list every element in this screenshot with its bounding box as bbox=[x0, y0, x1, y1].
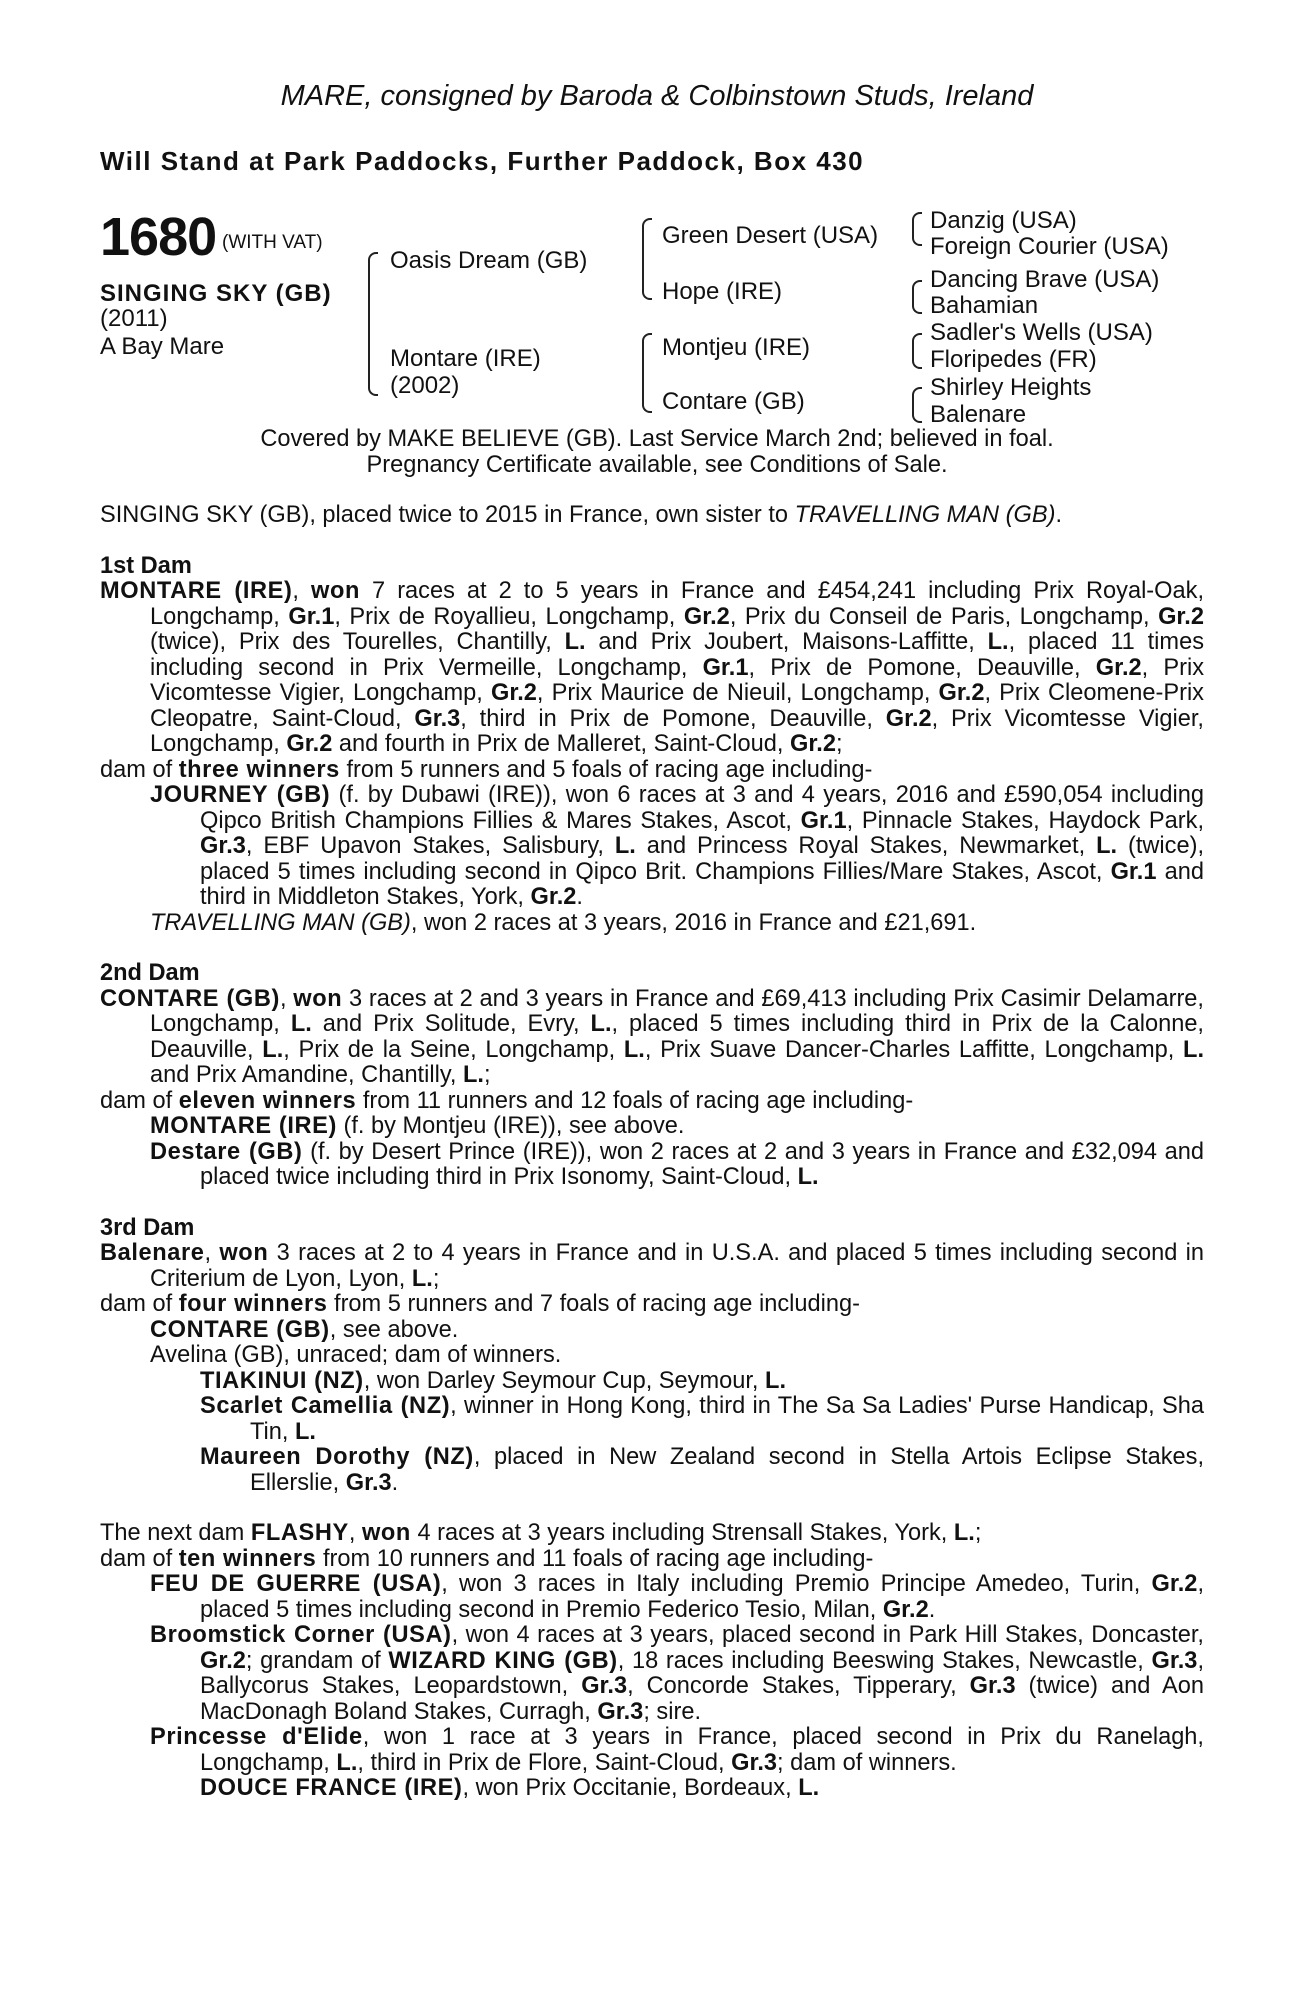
sibling-name: TRAVELLING MAN (GB) bbox=[794, 502, 1056, 528]
first-dam-name: MONTARE (IRE) bbox=[100, 578, 293, 604]
first-dam-produce-summary: dam of three winners from 5 runners and 5 foals of racing age including- bbox=[100, 756, 873, 783]
second-dam-name: CONTARE (GB) bbox=[100, 985, 280, 1012]
fourth-dam-progeny-2: Broomstick Corner (USA), won 4 races at 3 years, placed second in Park Hill Stakes, Doncaster, Gr.2; grandam of WIZARD KING (GB), 18 races including Beeswing Stakes, Newcastle, Gr.3, Ballycorus Stakes, Leopardstown, Gr.3, Concorde Stakes, Tipperary, Gr.3 (twice) and Aon MacDonagh Boland Stakes, Curragh, Gr.3; sire. bbox=[150, 1622, 1204, 1725]
horse-description: A Bay Mare bbox=[100, 333, 225, 360]
pedigree-brace-3a bbox=[912, 212, 922, 246]
consignor-line: MARE, consigned by Baroda & Colbinstown Studs, Ireland bbox=[280, 80, 1034, 112]
first-dam-record: MONTARE (IRE), won 7 races at 2 to 5 years in France and £454,241 including Prix Royal-Oak, Longchamp, Gr.1, Prix de Royallieu, Longchamp, Gr.2, Prix du Conseil de Paris, Longchamp, Gr.2 (twice), Prix des Tourelles, Chantilly, L. and Prix Joubert, Maisons-Laffitte, L., placed 11 times including second in Prix Vermeille, Longchamp, Gr.1, Prix de Pomone, Deauville, Gr.2, Prix Vicomtesse Vigier, Longchamp, Gr.2, Prix Maurice de Nieuil, Longchamp, Gr.2, Prix Cleomene-Prix Cleopatre, Saint-Cloud, Gr.3, third in Prix de Pomone, Deauville, Gr.2, Prix Vicomtesse Vigier, Longchamp, Gr.2 and fourth in Prix de Malleret, Saint-Cloud, Gr.2; bbox=[100, 578, 1204, 757]
intro-paragraph: SINGING SKY (GB), placed twice to 2015 in France, own sister to TRAVELLING MAN (GB). bbox=[100, 502, 1063, 528]
ggp-2: Foreign Courier (USA) bbox=[930, 233, 1169, 260]
progeny-name: CONTARE (GB) bbox=[150, 1316, 330, 1343]
third-dam-record: Balenare, won 3 races at 2 to 4 years in France and in U.S.A. and placed 5 times including second in Criterium de Lyon, Lyon, L.; bbox=[100, 1240, 1204, 1292]
horse-year: (2011) bbox=[100, 305, 168, 332]
first-dam-progeny-2: TRAVELLING MAN (GB), won 2 races at 3 years, 2016 in France and £21,691. bbox=[150, 909, 977, 936]
pedigree-brace-2b bbox=[642, 333, 652, 413]
ggp-1: Danzig (USA) bbox=[930, 207, 1077, 234]
dam-sire: Montjeu (IRE) bbox=[662, 334, 811, 361]
progeny-name: Destare (GB) bbox=[150, 1138, 303, 1165]
second-dam-record: CONTARE (GB), won 3 races at 2 and 3 years in France and £69,413 including Prix Casimir Delamarre, Longchamp, L. and Prix Solitude, Evry, L., placed 5 times including third in Prix de la Calonne, Deauville, L., Prix de la Seine, Longchamp, L., Prix Suave Dancer-Charles Laffitte, Longchamp, L. and Prix Amandine, Chantilly, L.; bbox=[100, 985, 1204, 1088]
fourth-dam-progeny-3: Princesse d'Elide, won 1 race at 3 years in France, placed second in Prix du Ranelagh, Longchamp, L., third in Prix de Flore, Saint-Cloud, Gr.3; dam of winners. bbox=[150, 1724, 1204, 1776]
progeny-name: JOURNEY (GB) bbox=[150, 782, 331, 808]
third-dam-progeny-2: Avelina (GB), unraced; dam of winners. bbox=[150, 1342, 562, 1368]
second-dam-heading: 2nd Dam bbox=[100, 960, 200, 986]
ggp-8: Balenare bbox=[930, 401, 1027, 428]
third-dam-grandprogeny-2: Scarlet Camellia (NZ), winner in Hong Kong, third in The Sa Sa Ladies' Purse Handicap, Sha Tin, L. bbox=[200, 1393, 1204, 1445]
third-dam-grandprogeny-3: Maureen Dorothy (NZ), placed in New Zealand second in Stella Artois Eclipse Stakes, Ellerslie, Gr.3. bbox=[200, 1444, 1205, 1496]
ggp-6: Floripedes (FR) bbox=[930, 346, 1097, 373]
pedigree-brace-2a bbox=[642, 218, 652, 300]
vat-note: (WITH VAT) bbox=[222, 232, 323, 253]
third-dam-grandprogeny-1: TIAKINUI (NZ), won Darley Seymour Cup, Seymour, L. bbox=[200, 1367, 786, 1394]
ggp-5: Sadler's Wells (USA) bbox=[930, 319, 1153, 346]
second-dam-produce-summary: dam of eleven winners from 11 runners and 12 foals of racing age including- bbox=[100, 1087, 914, 1114]
sire-sire: Green Desert (USA) bbox=[662, 222, 879, 249]
fourth-dam-produce-summary: dam of ten winners from 10 runners and 11 foals of racing age including- bbox=[100, 1545, 874, 1572]
ggp-7: Shirley Heights bbox=[930, 374, 1092, 401]
ggp-4: Bahamian bbox=[930, 292, 1039, 319]
fourth-dam-name: FLASHY bbox=[250, 1520, 349, 1546]
pregnancy-note: Pregnancy Certificate available, see Conditions of Sale. bbox=[366, 452, 948, 478]
fourth-dam-grandprogeny-1: DOUCE FRANCE (IRE), won Prix Occitanie, Bordeaux, L. bbox=[200, 1775, 820, 1801]
progeny-name: TRAVELLING MAN (GB) bbox=[150, 909, 411, 936]
third-dam-progeny-1: CONTARE (GB), see above. bbox=[150, 1316, 459, 1343]
second-dam-progeny-1: MONTARE (IRE) (f. by Montjeu (IRE)), see above. bbox=[150, 1113, 685, 1139]
cover-note: Covered by MAKE BELIEVE (GB). Last Service March 2nd; believed in foal. bbox=[260, 426, 1054, 452]
progeny-name: MONTARE (IRE) bbox=[150, 1113, 337, 1139]
fourth-dam-record: The next dam FLASHY, won 4 races at 3 years including Strensall Stakes, York, L.; bbox=[100, 1520, 982, 1546]
sire: Oasis Dream (GB) bbox=[390, 247, 588, 274]
catalogue-body bbox=[100, 503, 1204, 1802]
second-dam-progeny-2: Destare (GB) (f. by Desert Prince (IRE)), won 2 races at 2 and 3 years in France and £32,094 and placed twice including third in Prix Isonomy, Saint-Cloud, L. bbox=[150, 1138, 1204, 1190]
first-dam-heading: 1st Dam bbox=[100, 552, 192, 579]
horse-name: SINGING SKY (GB) bbox=[100, 280, 332, 307]
dam-dam: Contare (GB) bbox=[662, 388, 805, 415]
sire-dam: Hope (IRE) bbox=[662, 278, 783, 305]
third-dam-heading: 3rd Dam bbox=[100, 1214, 195, 1241]
ggp-3: Dancing Brave (USA) bbox=[930, 266, 1160, 293]
pedigree-brace-3b bbox=[912, 280, 922, 314]
third-dam-name: Balenare bbox=[100, 1240, 205, 1266]
first-dam-progeny-1: JOURNEY (GB) (f. by Dubawi (IRE)), won 6 races at 3 and 4 years, 2016 and £590,054 including Qipco British Champions Fillies & Mares Stakes, Ascot, Gr.1, Pinnacle Stakes, Haydock Park, Gr.3, EBF Upavon Stakes, Salisbury, L. and Princess Royal Stakes, Newmarket, L. (twice), placed 5 times including second in Qipco Brit. Champions Fillies/Mare Stakes, Ascot, Gr.1 and third in Middleton Stakes, York, Gr.2. bbox=[150, 782, 1205, 910]
fourth-dam-progeny-1: FEU DE GUERRE (USA), won 3 races in Italy including Premio Principe Amedeo, Turin, Gr.2, placed 5 times including second in Premio Federico Tesio, Milan, Gr.2. bbox=[150, 1571, 1204, 1623]
stand-location: Will Stand at Park Paddocks, Further Paddock, Box 430 bbox=[100, 146, 865, 176]
dam-year: (2002) bbox=[390, 372, 460, 399]
pedigree-brace-1 bbox=[368, 252, 378, 396]
pedigree-brace-3c bbox=[912, 333, 922, 369]
lot-number: 1680 bbox=[100, 207, 217, 267]
dam: Montare (IRE) bbox=[390, 345, 541, 372]
pedigree-brace-3d bbox=[912, 387, 922, 423]
third-dam-produce-summary: dam of four winners from 5 runners and 7 foals of racing age including- bbox=[100, 1291, 860, 1317]
